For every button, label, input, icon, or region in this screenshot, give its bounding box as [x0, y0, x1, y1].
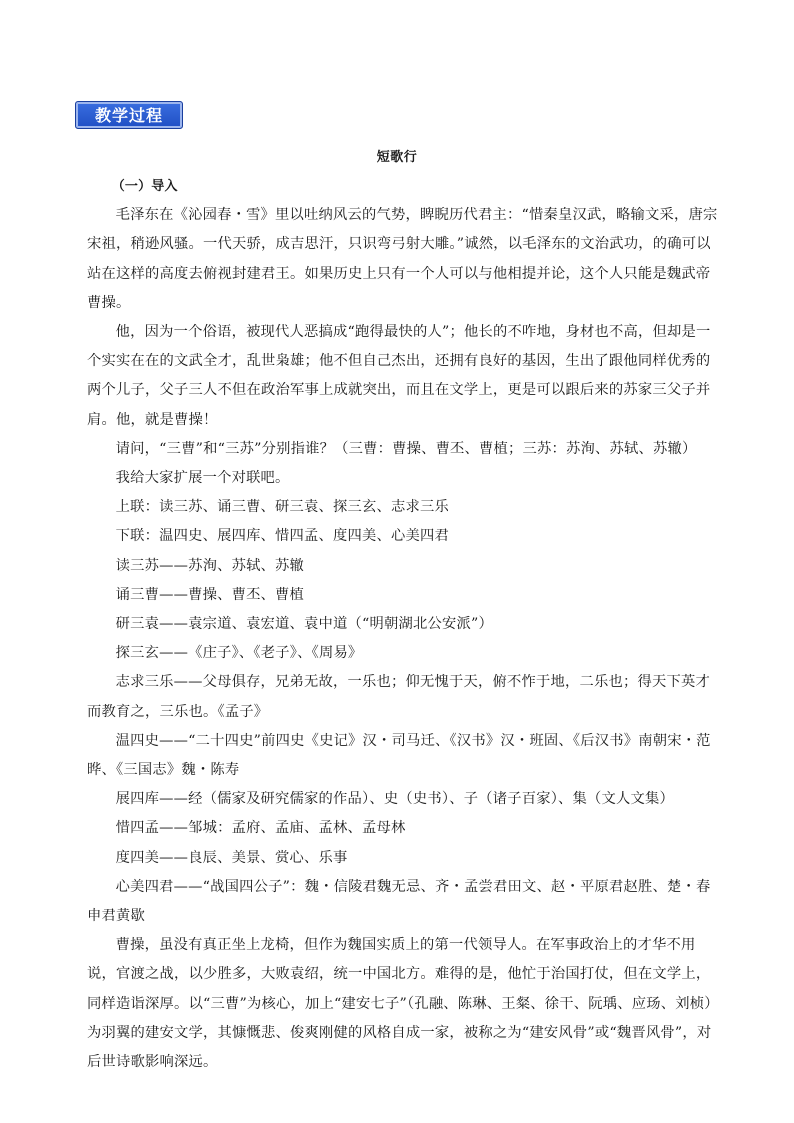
- couplet-explanation: 读三苏——苏洵、苏轼、苏辙: [115, 557, 305, 574]
- couplet-second-line: 下联：温四史、展四库、惜四孟、度四美、心美四君: [115, 528, 450, 545]
- paragraph: 请问，“三曹”和“三苏”分别指谁？（三曹：曹操、曹丕、曹植；三苏：苏洵、苏轼、苏辙）: [115, 440, 697, 457]
- couplet-explanation: 惜四孟——邹城：孟府、孟庙、孟林、孟母林: [115, 820, 406, 837]
- couplet-first-line: 上联：读三苏、诵三曹、研三袁、探三玄、志求三乐: [115, 499, 450, 516]
- paragraph: 毛泽东在《沁园春・雪》里以吐纳风云的气势，睥睨历代君主：“惜秦皇汉武，略输文采，唐宗宋祖，稍逊风骚。一代天骄，成吉思汗，只识弯弓射大雕。”诚然，以毛泽东的文治武功，的确可以站在这样的高度去俯视封建君王。如果历史上只有一个人可以与他相提并论，这个人只能是魏武帝曹操。: [87, 207, 718, 311]
- document-body: [87, 172, 719, 1077]
- couplet-explanation: 展四库——经（儒家及研究儒家的作品）、史（史书）、子（诸子百家）、集（文人文集）: [115, 791, 675, 808]
- paragraph: 他，因为一个俗语，被现代人恶搞成“跑得最快的人”；他长的不咋地，身材也不高，但却是一个实实在在的文武全才，乱世枭雄；他不但自己杰出，还拥有良好的基因，生出了跟他同样优秀的两个儿子，父子三人不但在政治军事上成就突出，而且在文学上，更是可以跟后来的苏家三父子并肩。他，就是曹操！: [87, 324, 711, 428]
- couplet-explanation: 心美四君——“战国四公子”：魏・信陵君魏无忌、齐・孟尝君田文、赵・平原君赵胜、楚・春申君黄歇: [87, 878, 711, 925]
- couplet-explanation: 研三袁——袁宗道、袁宏道、袁中道（“明朝湖北公安派”）: [115, 616, 494, 633]
- couplet-explanation: 度四美——良辰、美景、赏心、乐事: [115, 849, 348, 866]
- paragraph: 曹操，虽没有真正坐上龙椅，但作为魏国实质上的第一代领导人。在军事政治上的才华不用说，官渡之战，以少胜多，大败袁绍，统一中国北方。难得的是，他忙于治国打仗，但在文学上，同样造诣深厚。以“三曹”为核心，加上“建安七子”（孔融、陈琳、王粲、徐干、阮瑀、应玚、刘桢）为羽翼的建安文学，其慷慨悲、俊爽刚健的风格自成一家，被称之为“建安风骨”或“魏晋风骨”，对后世诗歌影响深远。: [87, 937, 719, 1071]
- section-heading: （一）导入: [111, 179, 178, 194]
- couplet-explanation: 志求三乐——父母俱存，兄弟无故，一乐也；仰无愧于天，俯不怍于地，二乐也；得天下英才而教育之，三乐也。《孟子》: [87, 674, 710, 720]
- section-badge: 教学过程: [75, 101, 183, 129]
- couplet-explanation: 探三玄——《庄子》、《老子》、《周易》: [115, 645, 363, 662]
- lesson-title: 短歌行: [376, 150, 418, 165]
- couplet-explanation: 温四史——“二十四史”前四史《史记》汉・司马迁、《汉书》汉・班固、《后汉书》南朝宋・范晔、《三国志》魏・陈寿: [87, 732, 711, 779]
- couplet-explanation: 诵三曹——曹操、曹丕、曹植: [115, 586, 305, 603]
- paragraph: 我给大家扩展一个对联吧。: [115, 470, 290, 487]
